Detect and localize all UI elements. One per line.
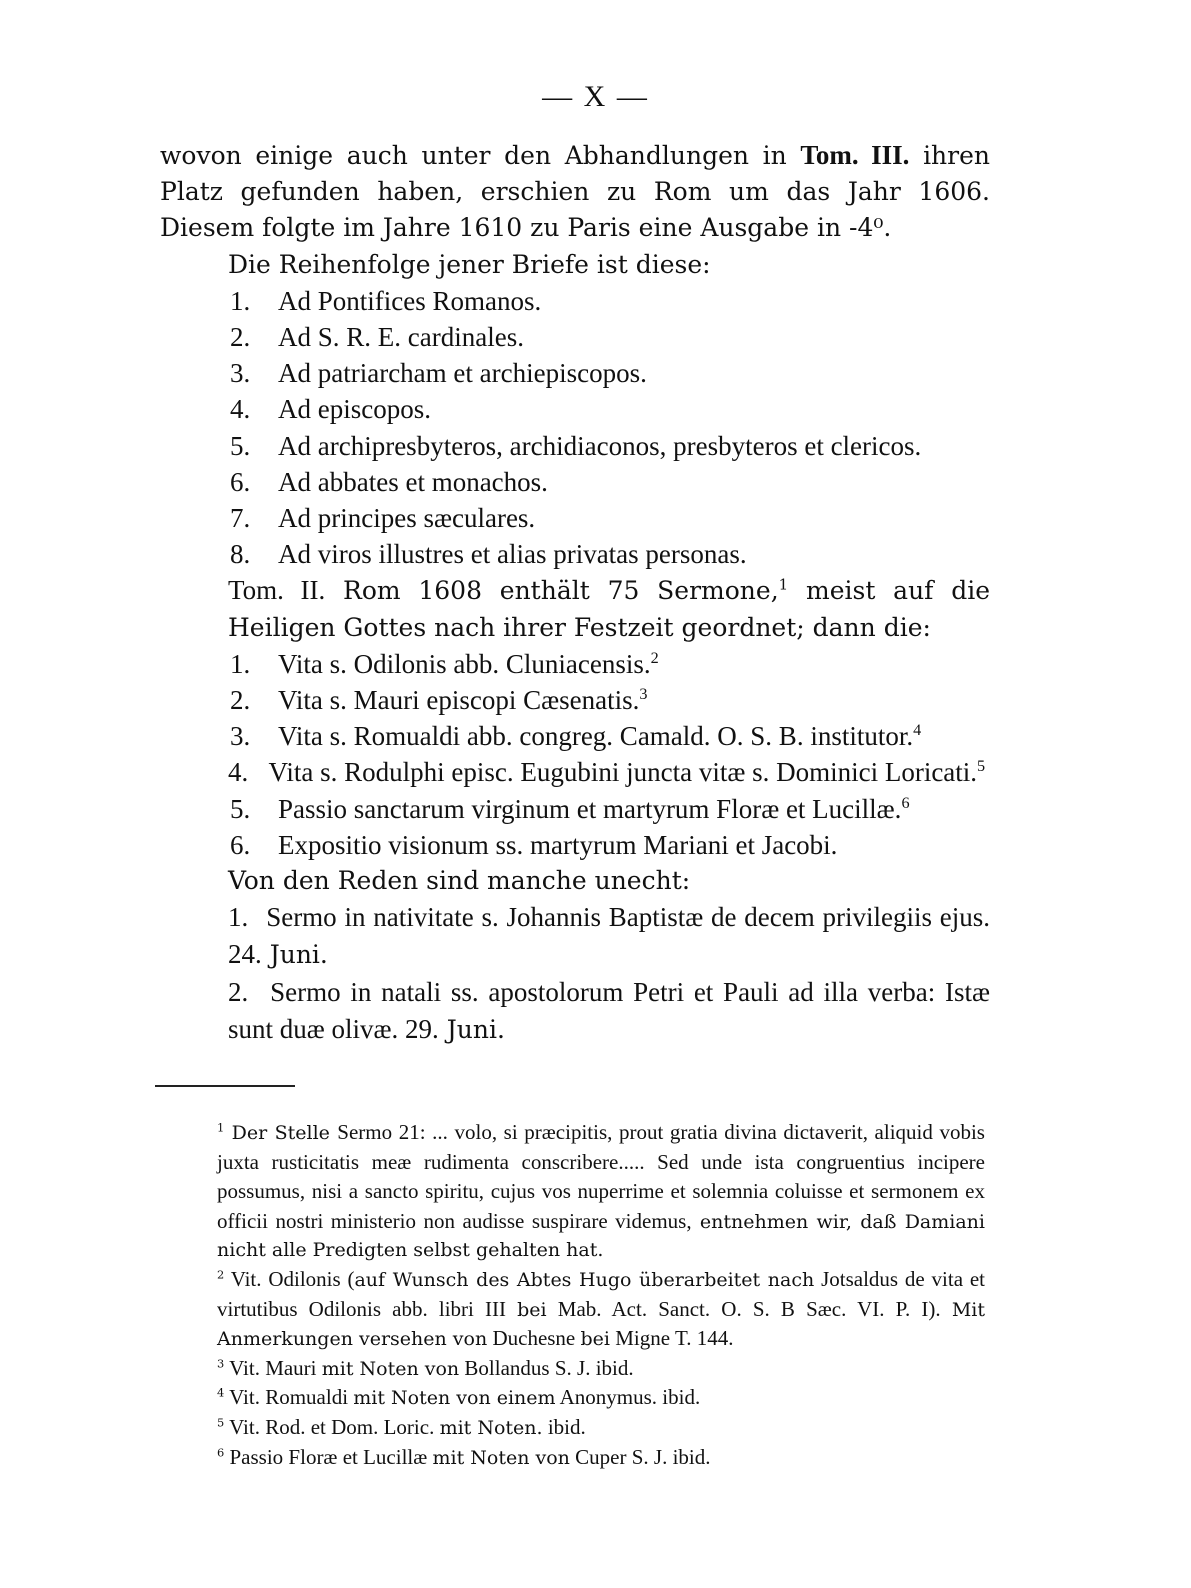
list-item-number: 4. — [228, 757, 249, 788]
list-item-text: Ad principes sæculares. — [278, 503, 536, 534]
footnote-text: mit Noten. — [439, 1416, 543, 1439]
footnote-latin: Vit. Romualdi — [224, 1385, 354, 1410]
footnote-ref: 4 — [913, 721, 922, 740]
footnote-number: 3 — [217, 1356, 225, 1371]
list-item — [160, 283, 990, 319]
footnote-number: 4 — [217, 1386, 225, 1401]
list-item-number: 6. — [230, 466, 251, 497]
vita-4-text — [228, 757, 985, 787]
footnote-latin: Vit. Rod. et Dom. Loric. — [224, 1414, 440, 1439]
footnote-1 — [155, 1118, 985, 1265]
list-item-number: 8. — [230, 539, 251, 570]
sermon-date: Juni. — [438, 1014, 505, 1044]
footnote-number: 1 — [217, 1120, 225, 1135]
vita-title: Vita s. Rodulphi episc. Eugubini juncta vitæ s. Dominici Loricati. — [268, 757, 978, 788]
sermon-title: Sermo in natali ss. apostolorum Petri et Pauli ad illa verba: Istæ sunt duæ olivæ. 29. — [228, 976, 990, 1044]
footnote-latin: Vit. Odilonis ( — [224, 1266, 355, 1291]
list-item-number: 2. — [230, 685, 251, 716]
footnote-text: bei — [580, 1328, 610, 1351]
list-item — [160, 391, 990, 427]
list-item-text: Ad viros illustres et alias privatas personas. — [278, 539, 747, 570]
page-number: — X — — [542, 80, 649, 113]
vitae-list — [160, 646, 990, 755]
spurious-item-2 — [160, 974, 990, 1048]
footnote-text: mit Noten von — [432, 1446, 570, 1469]
list-item-number: 3. — [230, 358, 251, 389]
list-item-number: 5. — [230, 793, 251, 824]
footnote-latin: Anonymus. ibid. — [555, 1385, 701, 1410]
footnote-text: bei — [517, 1298, 547, 1321]
tom2-ref: Tom. II. — [228, 575, 326, 606]
list-item — [160, 536, 990, 572]
list-item-text: Ad abbates et monachos. — [278, 466, 548, 497]
footnote-6 — [155, 1443, 985, 1473]
list-item-number: 1. — [230, 285, 251, 316]
footnote-text: mit Noten von einem — [353, 1387, 556, 1410]
list-item-number: 2. — [230, 322, 251, 353]
footnote-latin: Bollandus S. J. ibid. — [459, 1355, 634, 1380]
footnote-latin: ibid. — [542, 1414, 586, 1439]
intro-text-a: wovon einige auch unter den Abhandlungen in — [160, 141, 801, 170]
footnote-3 — [155, 1354, 985, 1384]
vitae-list-cont — [160, 791, 990, 863]
footnote-ref: 6 — [901, 793, 910, 812]
footnote-number: 2 — [217, 1267, 225, 1282]
tom2-text-b: meist auf die Heiligen Gottes nach ihrer Festzeit geordnet; dann die: — [228, 576, 991, 642]
footnote-latin: Passio Floræ et Lucillæ — [224, 1444, 433, 1469]
footnote-5 — [155, 1413, 985, 1443]
list-item-number: 2. — [228, 976, 249, 1007]
sermon-title: Sermo in nativitate s. Johannis Baptistæ de decem privilegiis ejus. 24. — [228, 902, 990, 970]
intro-tom-ref: Tom. III. — [800, 140, 910, 170]
footnote-2 — [155, 1265, 985, 1354]
list-item-text: Ad episcopos. — [278, 394, 431, 425]
footnote-text: Der Stelle — [224, 1122, 338, 1144]
list-item — [160, 646, 990, 682]
spurious-intro: Von den Reden sind manche unecht: — [228, 866, 691, 896]
list-item-text: Ad patriarcham et archiepiscopos. — [278, 358, 647, 389]
list-item-text: Ad archipresbyteros, archidiaconos, presbyteros et clericos. — [278, 430, 922, 461]
footnote-latin: Sermo 21: ... volo, si præcipitis, prout gratia divina dictaverit, aliquid vobis juxta rusticitatis meæ rudimenta conscribere..... Sed unde ista congruentius incipere possumus, nisi a sancto spiritu, cujus vos nuperrime et solemnia coluisse et sermonem ex officii nostri ministerio non audisse suspirare videmus, — [217, 1120, 985, 1233]
sermon-date: Juni. — [261, 940, 328, 970]
intro-paragraph — [160, 137, 990, 247]
list-item — [160, 500, 990, 536]
footnote-latin: Migne T. 144. — [610, 1326, 734, 1351]
vita-4-paragraph — [160, 754, 990, 790]
footnote-number: 5 — [217, 1415, 225, 1430]
list-item-number: 7. — [230, 503, 251, 534]
vita-title: Vita s. Romualdi abb. congreg. Camald. O. S. B. institutor. — [278, 721, 914, 752]
list-item-number: 6. — [230, 829, 251, 860]
footnote-ref: 3 — [639, 685, 648, 704]
footnote-number: 6 — [217, 1445, 225, 1460]
tom2-text-a: Rom 1608 enthält 75 Sermone, — [325, 576, 779, 606]
list-item-text — [278, 827, 990, 863]
spurious-item-1 — [160, 899, 990, 973]
list-item-text — [278, 791, 990, 827]
list-item — [160, 464, 990, 500]
footnote-4 — [155, 1383, 985, 1413]
footnote-latin: Vit. Mauri — [224, 1355, 322, 1380]
list-item-number: 4. — [230, 394, 251, 425]
main-text — [160, 137, 990, 1048]
list-item-number: 1. — [230, 648, 251, 679]
footnote-text: Mit Anmerkungen versehen von — [217, 1298, 985, 1351]
list-item-text — [278, 682, 990, 718]
footnote-text: mit Noten von — [321, 1357, 460, 1380]
footnote-latin: Jotsaldus de vita et virtutibus Odilonis abb. libri III — [217, 1266, 985, 1321]
footnote-text: entnehmen wir, daß Damiani nicht alle Predigten selbst gehalten hat. — [217, 1210, 985, 1262]
list-item — [160, 682, 990, 718]
list-item — [160, 827, 990, 863]
list-item — [160, 428, 990, 464]
footnote-latin: Cuper S. J. ibid. — [569, 1444, 711, 1469]
list-item — [160, 791, 990, 827]
footnote-text: auf Wunsch des Abtes Hugo überarbeitet nach — [354, 1268, 815, 1291]
list-item-text: Ad Pontifices Romanos. — [278, 285, 542, 316]
list-item — [160, 319, 990, 355]
list-item-number: 1. — [228, 902, 249, 933]
footnote-ref-1: 1 — [778, 576, 789, 595]
footnote-latin: Duchesne — [487, 1326, 581, 1351]
list-item-text: Ad S. R. E. cardinales. — [278, 322, 524, 353]
tom2-paragraph — [160, 572, 990, 645]
list-item — [160, 718, 990, 754]
sequence-intro: Die Reihenfolge jener Briefe ist diese: — [228, 249, 711, 279]
list-item-text — [278, 718, 990, 754]
vita-title: Vita s. Mauri episcopi Cæsenatis. — [278, 685, 640, 716]
list-item-text — [278, 646, 990, 682]
vita-title: Expositio visionum ss. martyrum Mariani et Jacobi. — [278, 829, 838, 860]
intro-text-b: ihren Platz gefunden haben, erschien zu Rom um das Jahr 1606. Diesem folgte im Jahre 1610 zu Paris eine Ausgabe in -4⁰. — [160, 141, 991, 243]
vita-title: Vita s. Odilonis abb. Cluniacensis. — [278, 648, 651, 679]
letters-list — [160, 283, 990, 573]
list-item — [160, 355, 990, 391]
list-item-number: 5. — [230, 430, 251, 461]
footnote-ref: 2 — [650, 648, 659, 667]
footnote-rule — [155, 1085, 295, 1087]
footnote-latin: Mab. Act. Sanct. O. S. B Sæc. VI. P. I). — [546, 1296, 952, 1321]
vita-title: Passio sanctarum virginum et martyrum Floræ et Lucillæ. — [278, 793, 902, 824]
footnote-ref: 5 — [977, 757, 986, 776]
list-item-number: 3. — [230, 721, 251, 752]
footnotes — [155, 1118, 985, 1472]
